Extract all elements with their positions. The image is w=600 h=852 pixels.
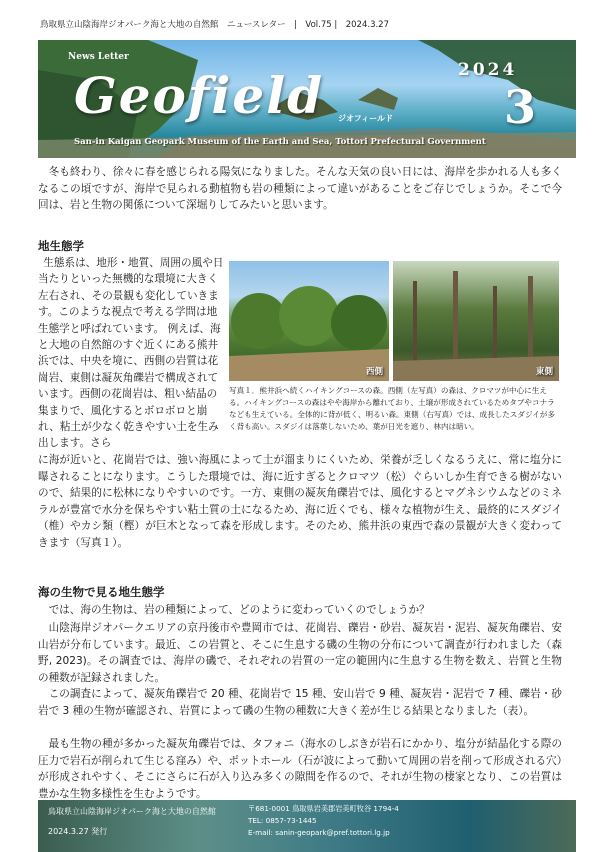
marine-paragraph-1: では、海の生物は、岩の種類によって、どのように変わっていくのでしょうか？ [48,604,430,616]
footer-banner [38,800,576,852]
footer-tel: TEL: 0857-73-1445 [248,816,317,825]
newsletter-header-line: 鳥取県立山陰海岸ジオパーク海と大地の自然館 ニュースレター | Vol.75 | 2024.3.27 [40,20,389,30]
issue-number: 3 [504,80,537,134]
footer-email: E-mail: sanin-geopark@pref.tottori.lg.jp [248,828,390,837]
photo-west-forest [229,261,389,381]
section-heading-marine: 海の生物で見る地生態学 [38,585,165,599]
photo-caption: 写真１．熊井浜へ続くハイキングコースの森。西側（左写真）の森は、クロマツが中心に生える。ハイキングコースの森はやや海岸から離れており、土壌が形成されているためタブやコナラなども生えている。全体的に背が低く、明るい森。東側（右写真）では、成長したスダジイが多く背も高い。スダジイは落葉しないため、葉が日光を遮り、林内は暗い。 [229,386,555,431]
newsletter-title: Geofield [74,66,325,125]
footer-address: 〒681-0001 鳥取県岩美郡岩美町牧谷 1794-4 [248,804,399,813]
geoecology-continued-text: に海が近いと、花崗岩では、強い海風によって土が溜まりにくいため、栄養が乏しくなるうえに、常に塩分に曝されることになります。こうした環境では、海に近すぎるとクロマツ（松）ぐらいしか生育できる樹がないので、結果的に松林になりやすいのです。一方、東側の凝灰角礫岩では、風化するとマグネシウムなどのミネラルが豊富で水分を保ちやすい粘土質の土になるため、海に近くでも、様々な植物が生え、最終的にスダジイ（椎）やカシ類（樫）が巨木となって森を形成します。そのため、熊井浜の東西で森の景観が大きく変わってきます（写真１）。 [38,454,562,549]
museum-name-en: San-in Kaigan Geopark Museum of the Earth and Sea, Tottori Prefectural Government [74,137,486,147]
west-forest-image [229,261,389,381]
marine-paragraph-2: 山陰海岸ジオパークエリアの京丹後市や豊岡市では、花崗岩、礫岩・砂岩、凝灰岩・泥岩、凝灰角礫岩、安山岩が分布しています。最近、この岩質と、そこに生息する磯の生物の分布について調査が行われました（森野, 2023)。その調査では、海岸の磯で、それぞれの岩質の一定の範囲内に生息する生物を数え、岩質と生物の種数が記録されました。 [38,622,562,684]
marine-paragraph-4: 最も生物の種が多かった凝灰角礫岩では、タフォニ（海水のしぶきが岩石にかかり、塩分が結晶化する際の圧力で岩石が削られて生じる窪み）や、ポットホール（石が波によって動いて周囲の岩を削って形成される穴）が形成されやすく、そこにさらに石が入り込み多くの隙間を作るので、それが生物の棲家となり、この岩質は豊かな生物多様性を生むようです。 [38,738,562,800]
issue-year: 2024 [458,60,518,80]
east-forest-image [393,261,559,381]
footer-org-name: 鳥取県立山陰海岸ジオパーク海と大地の自然館 [48,807,216,816]
title-banner [38,40,576,158]
section-heading-geoecology: 地生態学 [38,239,84,253]
intro-paragraph: 冬も終わり、徐々に春を感じられる陽気になりました。そんな天気の良い日には、海岸を歩かれる人も多くなるこの頃ですが、海岸で見られる動植物も岩の種類によって違いがあることをご存じでしょうか。そこで今回は、岩と生物の関係について深堀りしてみたいと思います。 [38,166,562,211]
photo-east-forest [393,261,559,381]
photo-west-label: 西側 [365,367,383,377]
news-letter-label: News Letter [68,52,129,62]
footer-issue-date: 2024.3.27 発行 [48,827,108,836]
photo-east-label: 東側 [535,367,553,377]
newsletter-title-jp: ジオフィールド [338,114,393,123]
geoecology-column-text: 生態系は、地形・地質、周囲の風や日当たりといった無機的な環境に大きく左右され、その景観も変化していきます。このような視点で考える学問は地生態学と呼ばれています。 例えば、海と大地の自然館のすぐ近くにある熊井浜では、中央を境に、西側の岩質は花崗岩、東側は凝灰角礫岩で構成されています。西側の花崗岩は、粗い結晶の集まりで、風化するとボロボロと崩れ、粘土が少なく乾きやすい土を生み出します。さら [38,257,224,450]
marine-paragraph-3: この調査によって、凝灰角礫岩で 20 種、花崗岩で 15 種、安山岩で 9 種、凝灰岩・泥岩で 7 種、礫岩・砂岩で 3 種の生物が確認され、岩質によって磯の生物の種数に大きく差が生じる結果となりました（表）。 [38,688,562,717]
